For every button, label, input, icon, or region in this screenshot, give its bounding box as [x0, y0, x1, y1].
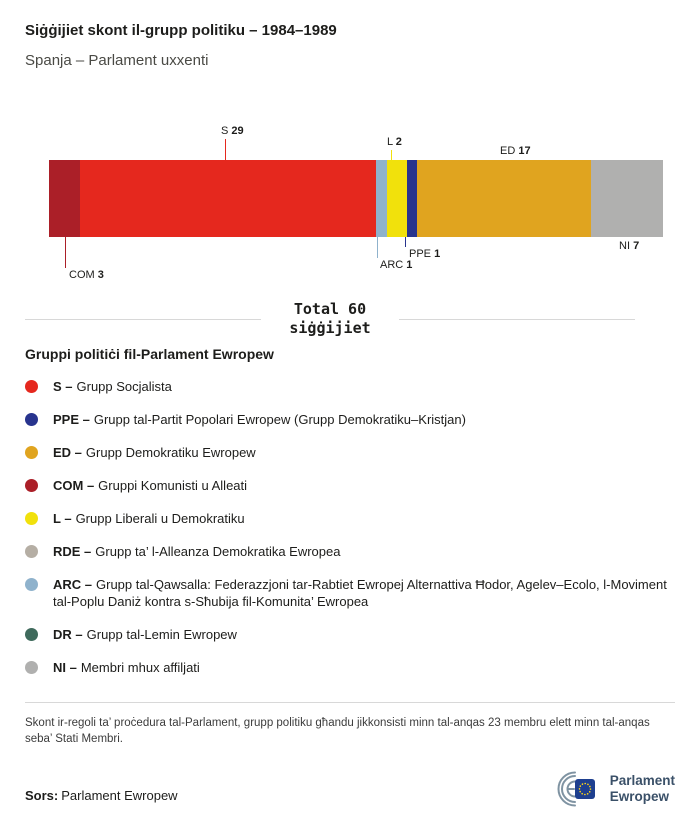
legend-item-s: S – Grupp Socjalista [25, 378, 675, 395]
bar-segment-l [387, 160, 407, 237]
divider-right [399, 319, 635, 320]
color-dot-s [25, 380, 38, 393]
callout-label-arc: ARC 1 [380, 259, 413, 271]
legend-item-dr: DR – Grupp tal-Lemin Ewropew [25, 626, 675, 643]
color-dot-com [25, 479, 38, 492]
ep-logo-text: Parlament Ewropew [609, 773, 675, 804]
callout-line-l [391, 150, 392, 160]
total-seats-label: Total 60 siġġijiet [289, 300, 371, 337]
bar-segment-ppe [407, 160, 417, 237]
bar-segment-com [49, 160, 80, 237]
callout-line-com [65, 237, 66, 268]
stacked-bar [49, 160, 663, 237]
callout-line-ppe [405, 237, 406, 247]
legend-item-ed: ED – Grupp Demokratiku Ewropew [25, 444, 675, 461]
legend-item-arc: ARC – Grupp tal-Qawsalla: Federazzjoni tar-Rabtiet Ewropej Alternattiva Ħodor, Agelev–Ecolo, l-Moviment tal-Poplu Daniż kontra s-Sħubija fil-Komunita’ Ewropea [25, 576, 675, 610]
footnote-section [25, 702, 675, 747]
source-line [25, 788, 178, 807]
callout-label-ni: NI 7 [619, 240, 640, 252]
callout-label-ppe: PPE 1 [409, 248, 441, 260]
color-dot-ed [25, 446, 38, 459]
bottom-row [25, 771, 675, 807]
page-subtitle: Spanja – Parlament uxxenti [25, 52, 209, 69]
color-dot-arc [25, 578, 38, 591]
legend-item-l: L – Grupp Liberali u Demokratiku [25, 510, 675, 527]
legend-heading: Gruppi politiċi fil-Parlament Ewropew [25, 346, 274, 362]
divider-left [25, 319, 261, 320]
legend-item-rde: RDE – Grupp ta’ l-Alleanza Demokratika Ewropea [25, 543, 675, 560]
procedure-note: Skont ir-regoli ta’ proċedura tal-Parlament, grupp politiku għandu jikkonsisti minn tal-anqas 23 membru elett minn tal-anqas seba’ Stati Membri. [25, 717, 650, 745]
bar-segment-s [80, 160, 377, 237]
color-dot-l [25, 512, 38, 525]
callout-label-com: COM 3 [69, 269, 104, 281]
legend-item-ni: NI – Membri mhux affiljati [25, 659, 675, 676]
bar-segment-arc [376, 160, 386, 237]
eu-flag-icon [575, 779, 595, 799]
legend-item-ppe: PPE – Grupp tal-Partit Popolari Ewropew (Grupp Demokratiku–Kristjan) [25, 411, 675, 428]
color-dot-ni [25, 661, 38, 674]
color-dot-ppe [25, 413, 38, 426]
legend-item-com: COM – Gruppi Komunisti u Alleati [25, 477, 675, 494]
source-label: Sors: [25, 788, 59, 803]
callout-label-l: L 2 [387, 136, 402, 148]
color-dot-rde [25, 545, 38, 558]
source-value: Parlament Ewropew [61, 788, 178, 803]
seats-bar-chart [49, 117, 663, 287]
total-seats-row [25, 300, 635, 338]
european-parliament-logo [545, 771, 675, 807]
page-title: Siġġijiet skont il-grupp politiku – 1984–1989 [25, 22, 337, 39]
header [0, 0, 700, 69]
callout-line-arc [377, 237, 378, 258]
legend [25, 346, 675, 676]
color-dot-dr [25, 628, 38, 641]
ep-hemicycle-icon [545, 771, 601, 807]
callout-label-s: S 29 [221, 125, 244, 137]
bar-segment-ed [417, 160, 591, 237]
callout-line-s [225, 139, 226, 160]
bar-segment-ni [591, 160, 663, 237]
callout-label-ed: ED 17 [500, 145, 531, 157]
